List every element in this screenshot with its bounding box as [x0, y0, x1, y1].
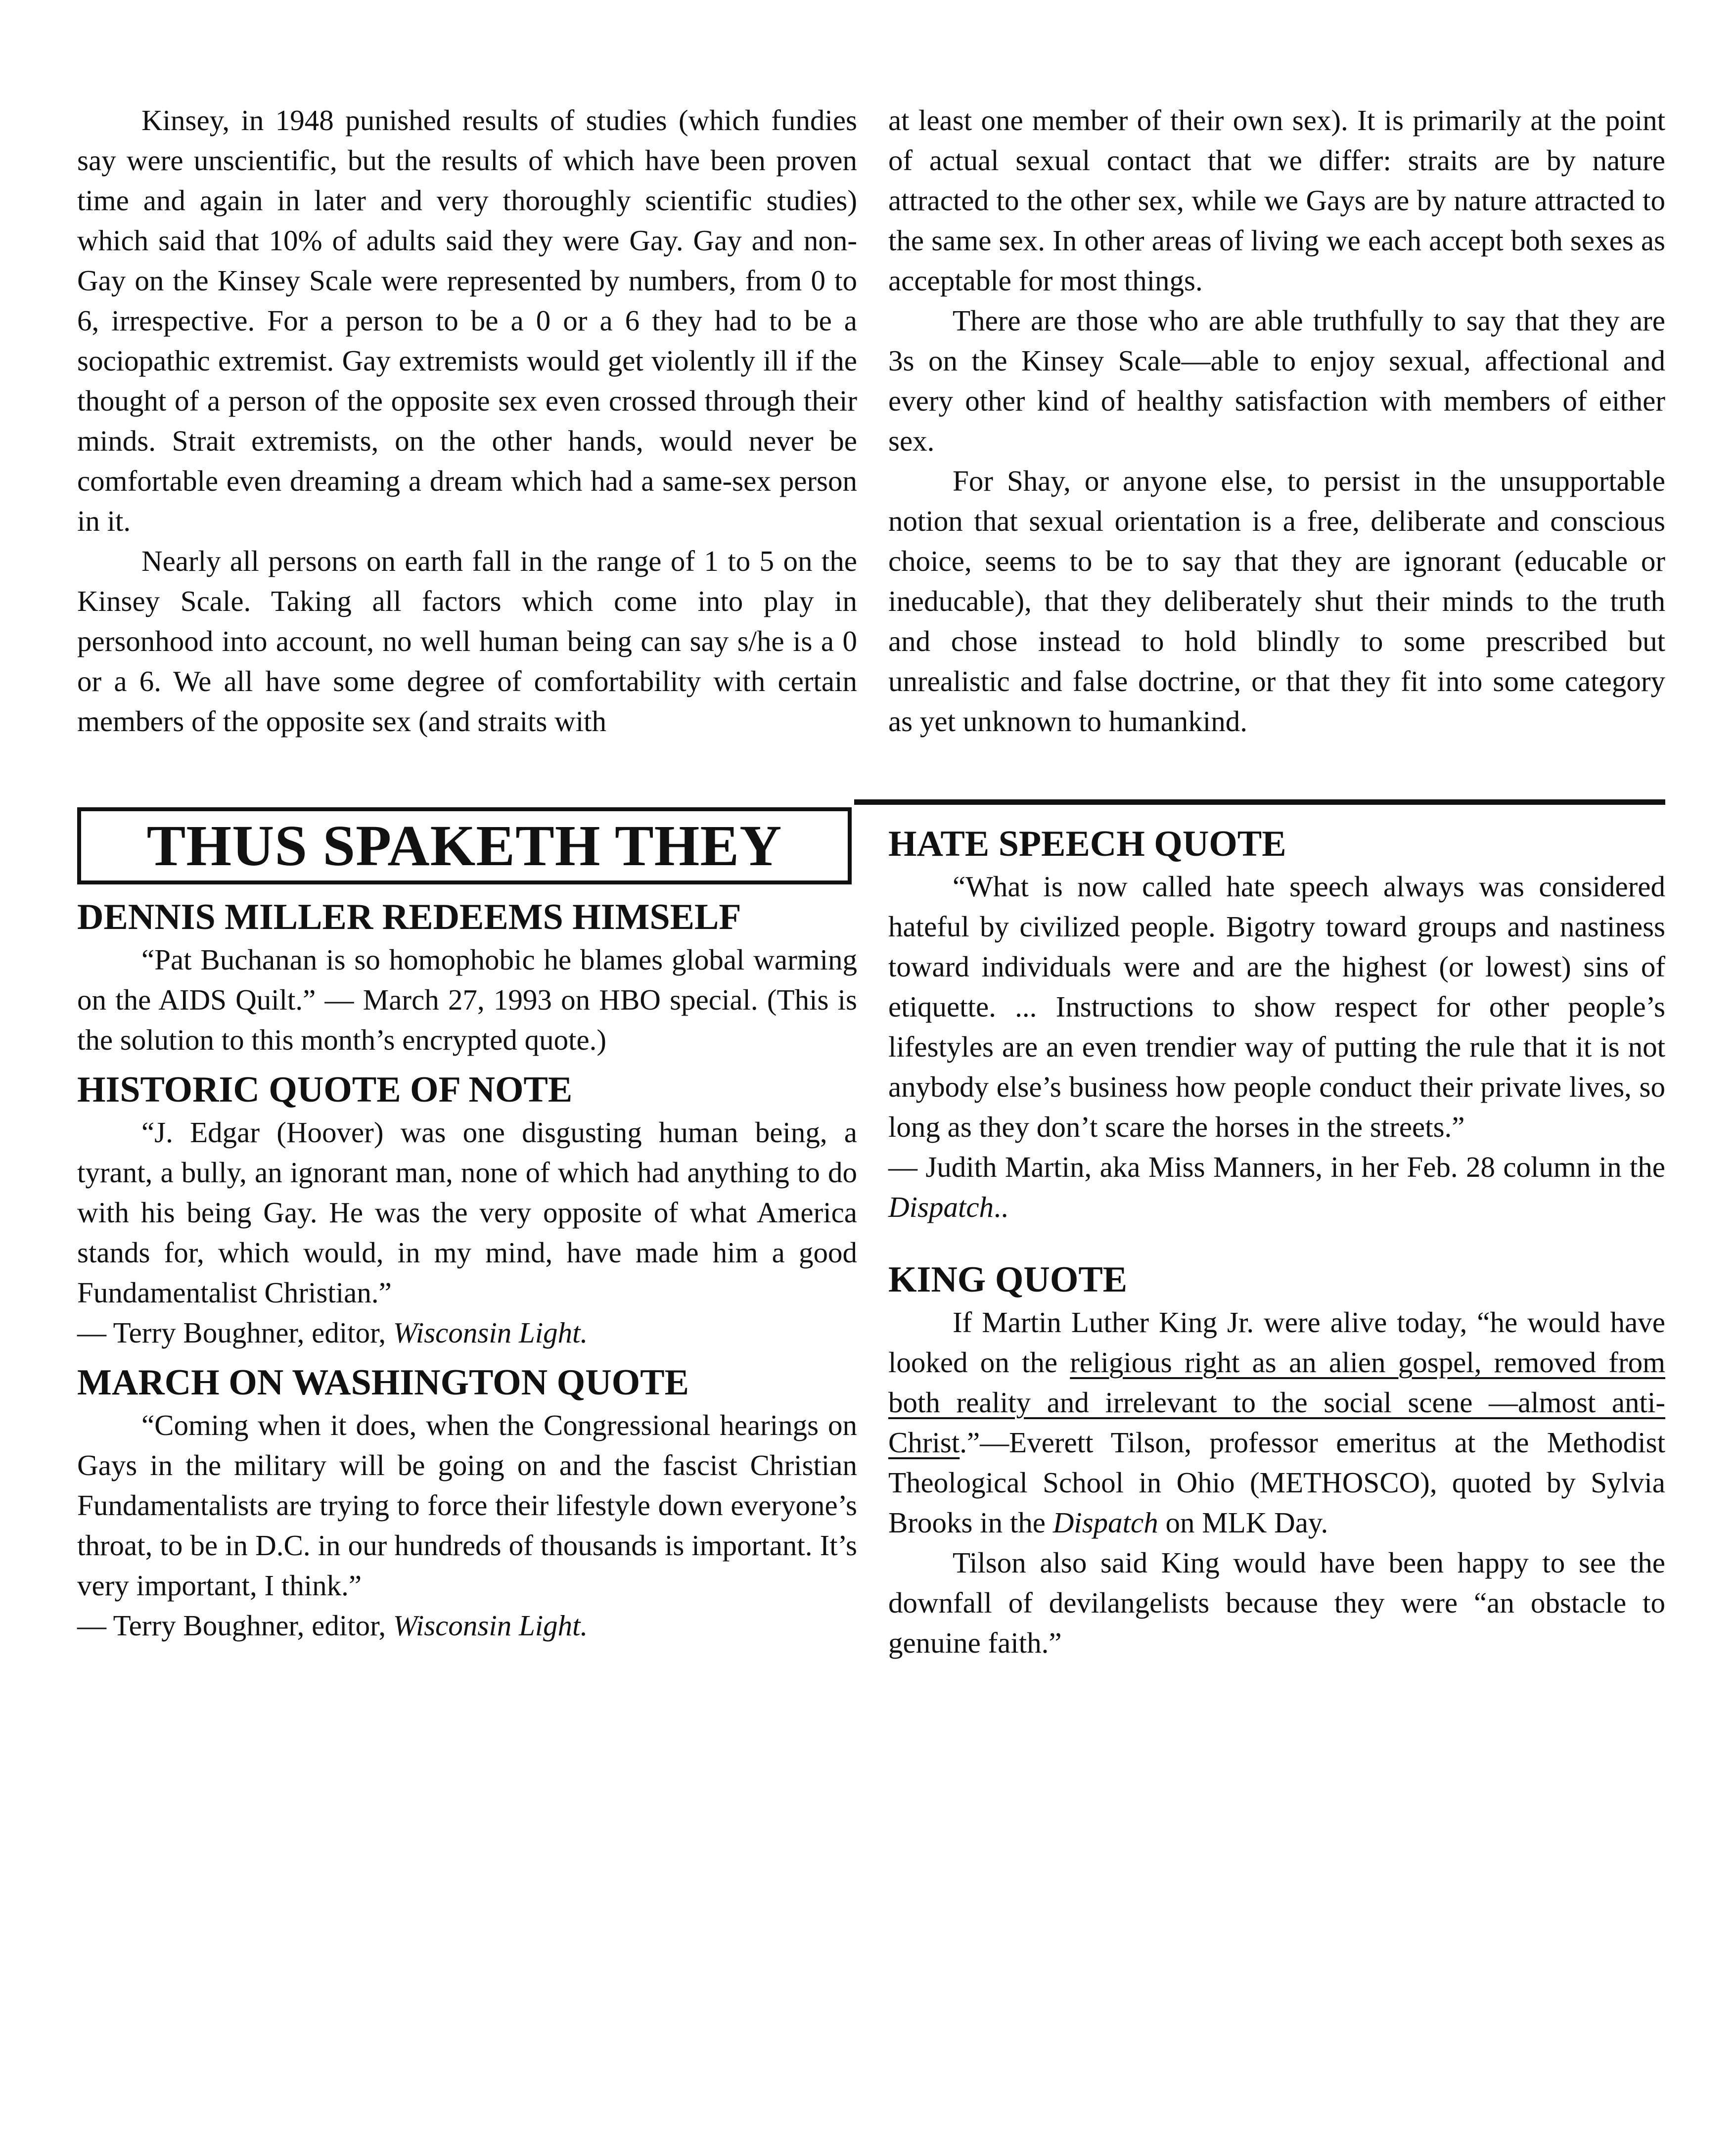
paragraph: Nearly all persons on earth fall in the range of 1 to 5 on the Kinsey Scale. Taking all factors which come into play in personhood into account, no well human being can say s/he is a 0 or a 6. We all have some degree of comfortability with certain members of the opposite sex (and straits with: [77, 545, 857, 738]
paragraph: Kinsey, in 1948 punished results of studies (which fundies say were unscientific, but the results of which have been proven time and again in later and very thoroughly scientific studies) which said that 10% of adults said they were Gay. Gay and non-Gay on the Kinsey Scale were represented by numbers, from 0 to 6, irrespective. For a person to be a 0 or a 6 they had to be a sociopathic extremist. Gay extremists would get violently ill if the thought of a person of the opposite sex even crossed through their minds. Strait extremists, on the other hands, would never be comfortable even dreaming a dream which had a same-sex person in it.: [77, 104, 857, 537]
attribution-historic: [77, 1313, 857, 1353]
underlined-text: religious right as an alien gospel, removed from both reality and irrelevant to the social scene —almost anti-Christ: [888, 1346, 1665, 1459]
quote-king: [888, 1302, 1665, 1543]
attribution-march: [77, 1606, 857, 1646]
paragraph: There are those who are able truthfully to say that they are 3s on the Kinsey Scale—able to enjoy sexual, affectional and every other kind of healthy satisfaction with members of either sex.: [888, 304, 1665, 457]
attribution-text: — Terry Boughner, editor,: [77, 1316, 393, 1349]
bottom-left-column: [77, 894, 857, 1646]
heading-march: MARCH ON WASHINGTON QUOTE: [77, 1362, 689, 1403]
section-title: THUS SPAKETH THEY: [146, 813, 782, 878]
publication: Wisconsin Light.: [393, 1609, 588, 1642]
quote-historic: “J. Edgar (Hoover) was one disgusting human being, a tyrant, a bully, an ignorant man, none of which had anything to do with his being Gay. He was the very opposite of what America stands for, which would, in my mind, have made him a good Fundamentalist Christian.”: [77, 1116, 857, 1309]
quote-dennis: “Pat Buchanan is so homophobic he blames global warming on the AIDS Quilt.” — March 27, 1993 on HBO special. (This is the solution to this month’s encrypted quote.): [77, 943, 857, 1056]
text: .”—Everett Tilson, professor emeritus at the Methodist Theological School in Ohio (METHOSCO), quoted by Sylvia Brooks in the: [888, 1426, 1665, 1539]
heading-historic: HISTORIC QUOTE OF NOTE: [77, 1069, 573, 1110]
text: If Martin Luther King Jr. were alive today, “he would have looked on the: [888, 1306, 1665, 1379]
top-left-column: [77, 100, 857, 741]
punctuation: ..: [994, 1191, 1008, 1223]
top-right-column: [888, 100, 1665, 741]
paragraph: For Shay, or anyone else, to persist in the unsupportable notion that sexual orientation is a free, deliberate and conscious choice, seems to be to say that they are ignorant (educable or ineducable), that they deliberately shut their minds to the truth and chose instead to hold blindly to some prescribed but unrealistic and false doctrine, or that they fit into some category as yet unknown to humankind.: [888, 464, 1665, 738]
quote-march: “Coming when it does, when the Congressional hearings on Gays in the military will be going on and the fascist Christian Fundamentalists are trying to force their lifestyle down everyone’s throat, to be in D.C. in our hundreds of thousands is important. It’s very important, I think.”: [77, 1409, 857, 1602]
section-title-box: [77, 807, 852, 884]
heading-king: KING QUOTE: [888, 1259, 1128, 1300]
attribution-text: — Judith Martin, aka Miss Manners, in her Feb. 28 column in the: [888, 1151, 1665, 1183]
heading-hate: HATE SPEECH QUOTE: [888, 824, 1286, 864]
paragraph-king-2: Tilson also said King would have been happy to see the downfall of devilangelists because they were “an obstacle to genuine faith.”: [888, 1546, 1665, 1659]
publication: Dispatch: [888, 1191, 994, 1223]
text: on MLK Day.: [1158, 1506, 1328, 1539]
publication: Wisconsin Light.: [393, 1316, 588, 1349]
bottom-right-column: [888, 821, 1665, 1663]
attribution-text: — Terry Boughner, editor,: [77, 1609, 393, 1642]
paragraph: at least one member of their own sex). It is primarily at the point of actual sexual contact that we differ: straits are by nature attracted to the other sex, while we Gays are by nature attracted to the same sex. In other areas of living we each accept both sexes as acceptable for most things.: [888, 104, 1665, 297]
attribution-hate: [888, 1147, 1665, 1227]
quote-hate: “What is now called hate speech always was considered hateful by civilized people. Bigotry toward groups and nastiness toward individuals were and are the highest (or lowest) sins of etiquette. ... Instructions to show respect for other people’s lifestyles are an even trendier way of putting the rule that it is not anybody else’s business how people conduct their private lives, so long as they don’t scare the horses in the streets.”: [888, 870, 1665, 1143]
publication: Dispatch: [1052, 1506, 1158, 1539]
section-divider: [854, 799, 1665, 805]
heading-dennis: DENNIS MILLER REDEEMS HIMSELF: [77, 897, 741, 937]
